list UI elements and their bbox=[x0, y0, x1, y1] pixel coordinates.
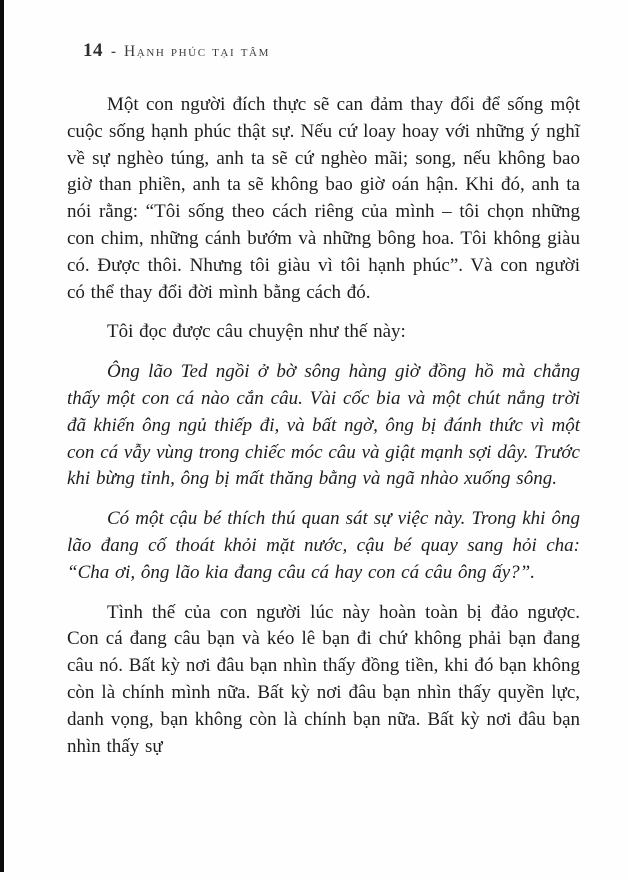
page-number: 14 bbox=[83, 40, 103, 61]
paragraph-story-italic: Có một cậu bé thích thú quan sát sự việc này. Trong khi ông lão đang cố thoát khỏi mặt nước, cậu bé quay sang hỏi cha: “Cha ơi, ông lão kia đang câu cá hay con cá câu ông ấy?”. bbox=[67, 508, 580, 583]
paragraph-story-italic: Ông lão Ted ngồi ở bờ sông hàng giờ đồng hồ mà chẳng thấy một con cá nào cắn câu. Vài cốc bia và một chút nắng trời đã khiến ông ngủ thiếp đi, và bất ngờ, ông bị đánh thức vì một con cá vẫy vùng trong chiếc móc câu và giật mạnh sợi dây. Trước khi bừng tỉnh, ông bị mất thăng bằng và ngã nhào xuống sông. bbox=[67, 361, 580, 490]
running-title: Hạnh phúc tại tâm bbox=[124, 43, 270, 60]
paragraph: Tôi đọc được câu chuyện như thế này: bbox=[107, 321, 406, 343]
page-body-text bbox=[67, 92, 580, 773]
header-separator: - bbox=[111, 44, 116, 60]
running-header bbox=[83, 40, 270, 62]
paragraph: Một con người đích thực sẽ can đảm thay đổi để sống một cuộc sống hạnh phúc thật sự. Nếu cứ loay hoay với những ý nghĩ về sự nghèo túng, anh ta sẽ cứ nghèo mãi; song, nếu không bao giờ than phiền, anh ta sẽ không bao giờ oán hận. Khi đó, anh ta nói rằng: “Tôi sống theo cách riêng của mình – tôi chọn những con chim, những cánh bướm và những bông hoa. Tôi không giàu có. Được thôi. Nhưng tôi giàu vì tôi hạnh phúc”. Và con người có thể thay đổi đời mình bằng cách đó. bbox=[67, 94, 580, 303]
paragraph: Tình thế của con người lúc này hoàn toàn bị đảo ngược. Con cá đang câu bạn và kéo lê bạn đi chứ không phải bạn đang câu nó. Bất kỳ nơi đâu bạn nhìn thấy đồng tiền, khi đó bạn không còn là chính mình nữa. Bất kỳ nơi đâu bạn nhìn thấy quyền lực, danh vọng, bạn không còn là chính bạn nữa. Bất kỳ nơi đâu bạn nhìn thấy sự bbox=[67, 601, 580, 757]
page-edge-shadow bbox=[0, 0, 4, 872]
